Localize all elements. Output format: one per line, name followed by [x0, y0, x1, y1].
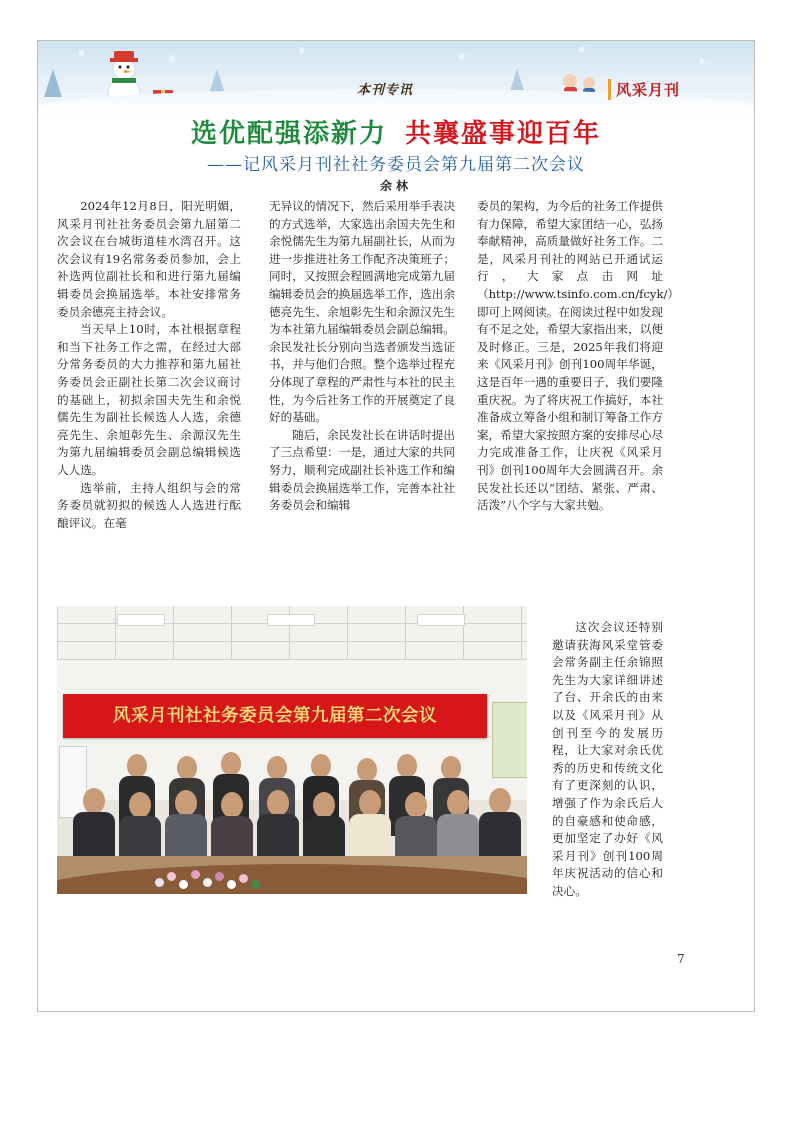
paragraph: 随后，余民发社长在讲话时提出了三点希望：一是，通过大家的共同努力，顺利完成副社长补选工作和编辑委员会换届选举工作，完善本社社务委员会和编辑	[269, 427, 455, 513]
page-frame	[37, 40, 755, 1012]
meeting-banner: 风采月刊社社务委员会第九届第二次会议	[63, 694, 487, 738]
snowflake-icon: ❄	[168, 55, 176, 65]
ceiling-light	[417, 614, 465, 626]
tree-icon	[44, 69, 62, 97]
snowflake-icon: ❄	[578, 46, 586, 56]
paragraph: 这次会议还特别邀请获海风采堂管委会常务副主任余锦照先生为大家详细讲述了台、开余氏的由来以及《风采月刊》从创刊至今的发展历程，让大家对余氏优秀的历史和传统文化有了更深刻的认识，增强了作为余氏后人的自豪感和使命感，更加坚定了办好《风采月刊》创刊100周年庆祝活动的信心和决心。	[552, 620, 663, 898]
air-conditioner	[59, 746, 87, 818]
page-number: 7	[677, 952, 685, 966]
flower-arrangement	[155, 868, 265, 894]
paragraph: 2024年12月8日，阳光明媚，风采月刊社社务委员会第九届第二次会议在台城街道桂水湾召开。这次会议有19名常务委员参加，会上补选两位副社长和和进行第九届编辑委员会换届选举。本社安排常务委员余德亮主持会议。	[57, 199, 241, 319]
column-2	[269, 198, 455, 515]
paragraph: 当天早上10时，本社根据章程和当下社务工作之需，在经过大部分常务委员的大力推荐和第九届社务委员会正副社长第二次会议商讨的基础上，初拟余国夫先生和余悦儒先生为副社长候选人人选，余德亮先生、余旭彰先生、余源汉先生为第九届编辑委员会副总编辑候选人人选。	[57, 322, 241, 477]
ceiling-light	[117, 614, 165, 626]
header-banner	[38, 41, 754, 115]
paragraph: 选举前，主持人组织与会的常务委员就初拟的候选人人选进行酝酿评议。在毫	[57, 480, 241, 530]
ceiling-light	[267, 614, 315, 626]
wall-board	[492, 702, 527, 778]
meeting-photo	[57, 606, 527, 894]
snowflake-icon: ❄	[698, 57, 706, 67]
title-part-2: 共襄盛事迎百年	[405, 119, 602, 149]
snowflake-icon: ❄	[458, 53, 466, 63]
magazine-brand: 风采月刊	[608, 79, 680, 100]
title-part-1: 选优配强添新力	[190, 119, 387, 149]
column-3	[477, 198, 680, 515]
article-author: 余林	[379, 179, 412, 193]
column-4	[552, 619, 663, 901]
snowflake-icon: ❄	[78, 49, 86, 59]
section-label: 本刊专讯	[357, 83, 414, 98]
column-1	[57, 198, 241, 532]
paragraph: 无异议的情况下，然后采用举手表决的方式选举，大家选出余国夫先生和余悦儒先生为第九届副社长，从而为进一步推进社务工作配齐决策班子；同时，又按照会程圆满地完成第九届编辑委员会的换届选举工作，选出余德亮先生、余旭彰先生和余源汉先生为本社第九届编辑委员会副总编辑。余民发社长分别向当选者颁发当选证书，并与他们合照。整个选举过程充分体现了章程的严肃性与本社的民主性，为今后社务工作的开展奠定了良好的基础。	[269, 199, 455, 425]
snowflake-icon: ❄	[298, 47, 306, 57]
paragraph: 委员的架构，为今后的社务工作提供有力保障，希望大家团结一心，弘扬奉献精神，高质量做好社务工作。二是，风采月刊社的网站已开通试运行，大家点击网址（http://www.tsinfo.com.cn/fcyk/）即可上网阅读。在阅读过程中如发现有不足之处，希望大家指出来，以便及时修正。三是，2025年我们将迎来《风采月刊》创刊100周年华诞，这是百年一遇的重要日子，我们要隆重庆祝。为了将庆祝工作搞好，本社准备成立筹备小组和制订筹备工作方案，希望大家按照方案的安排尽心尽力完成准备工作，让庆祝《风采月刊》创刊100周年大会圆满召开。余民发社长还以“团结、紧张、严肃、活泼”八个字与大家共勉。	[477, 199, 680, 513]
article-title	[38, 113, 754, 150]
article-subtitle: ——记风采月刊社社务委员会第九届第二次会议	[207, 155, 585, 175]
